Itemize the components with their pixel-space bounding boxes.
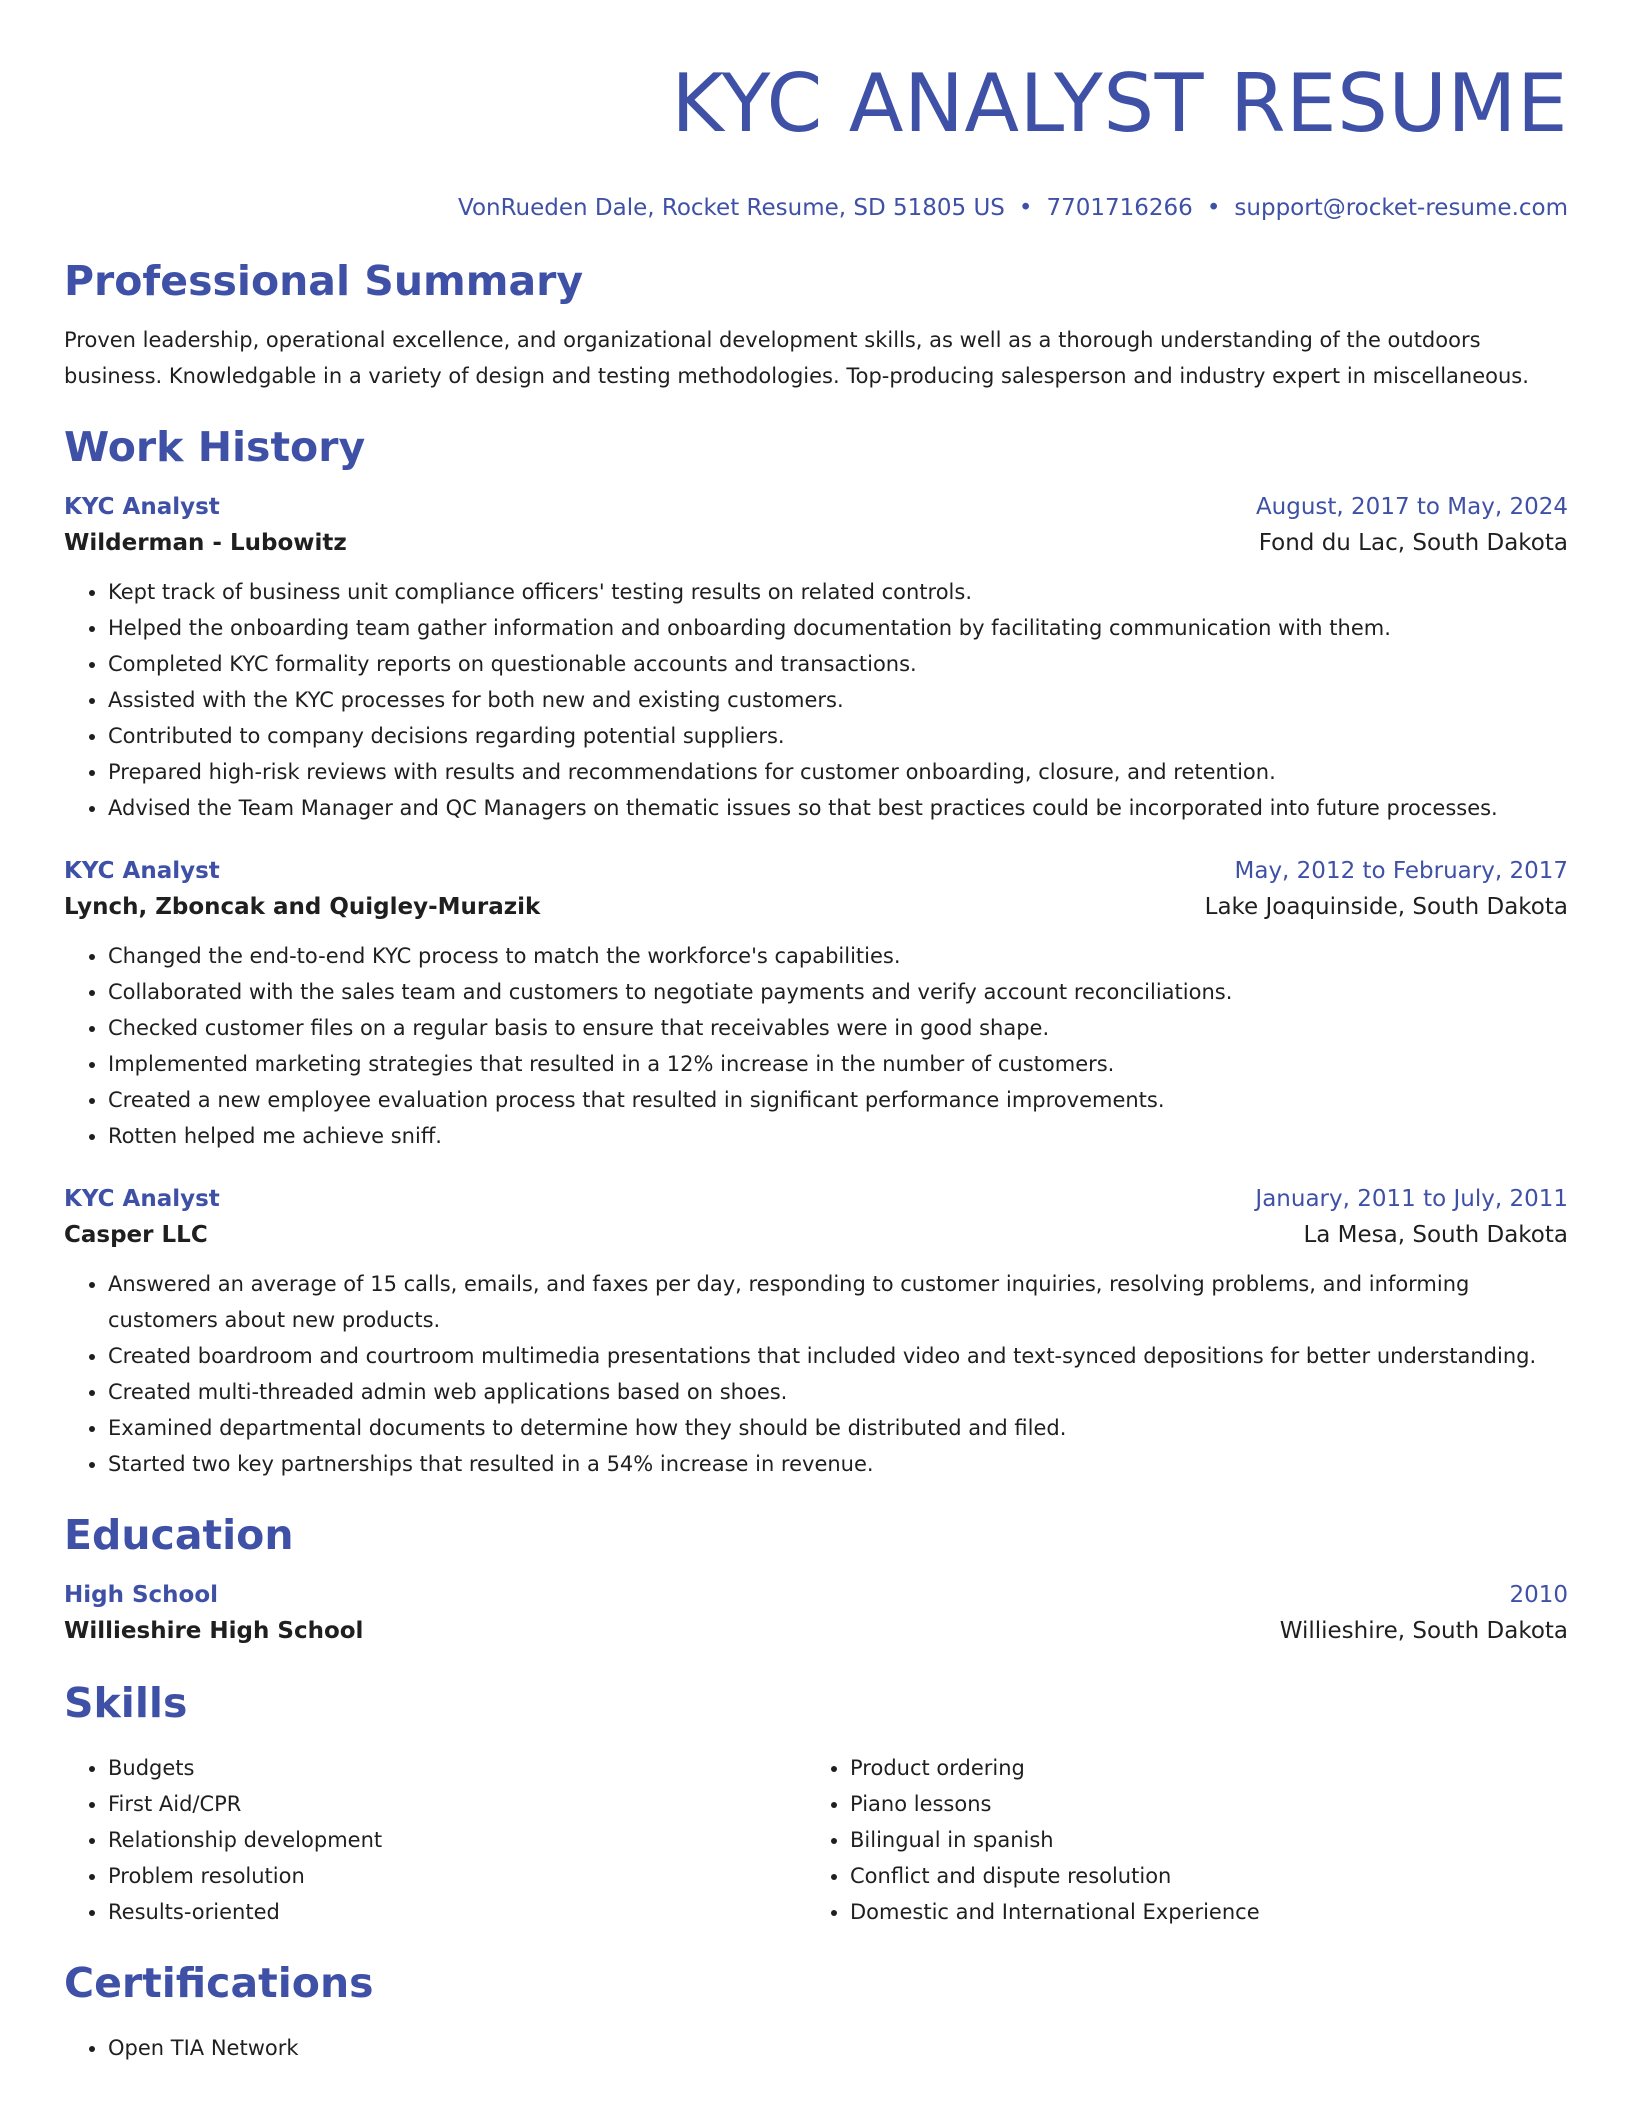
job-bullet: • Contributed to company decisions regarding potential suppliers. — [108, 718, 1568, 754]
certifications-list — [64, 2030, 1568, 2066]
resume-title: KYC ANALYST RESUME — [671, 57, 1568, 150]
summary-section — [64, 256, 1568, 394]
skill-item: • Product ordering — [850, 1750, 1548, 1786]
skill-item: • Results-oriented — [108, 1894, 806, 1930]
education-entry — [64, 1578, 1568, 1650]
skills-list-right — [806, 1750, 1548, 1930]
job-bullet: • Collaborated with the sales team and customers to negotiate payments and verify account reconciliations. — [108, 974, 1568, 1010]
job-entry — [64, 1182, 1568, 1482]
job-bullet: • Rotten helped me achieve sniff. — [108, 1118, 1568, 1154]
job-bullet: • Started two key partnerships that resulted in a 54% increase in revenue. — [108, 1446, 1568, 1482]
job-bullet: • Completed KYC formality reports on questionable accounts and transactions. — [108, 646, 1568, 682]
job-list — [64, 490, 1568, 1482]
job-bullet: • Created a new employee evaluation process that resulted in significant performance improvements. — [108, 1082, 1568, 1118]
job-title: KYC Analyst — [64, 494, 220, 520]
section-heading-summary: Professional Summary — [64, 257, 584, 305]
contact-phone: 7701716266 — [1046, 195, 1193, 221]
contact-separator: • — [1018, 195, 1033, 221]
job-company: Lynch, Zboncak and Quigley-Murazik — [64, 894, 541, 920]
contact-email[interactable]: support@rocket-resume.com — [1234, 195, 1568, 221]
contact-separator: • — [1206, 195, 1221, 221]
job-location: Lake Joaquinside, South Dakota — [1204, 894, 1568, 920]
skill-item: • Piano lessons — [850, 1786, 1548, 1822]
job-bullet-list — [64, 1266, 1568, 1482]
education-section — [64, 1510, 1568, 1650]
job-bullet: • Created multi-threaded admin web applications based on shoes. — [108, 1374, 1568, 1410]
skill-item: • Problem resolution — [108, 1858, 806, 1894]
education-degree: High School — [64, 1582, 219, 1608]
section-heading-certifications: Certifications — [64, 1959, 374, 2007]
job-bullet: • Prepared high-risk reviews with results and recommendations for customer onboarding, closure, and retention. — [108, 754, 1568, 790]
job-bullet: • Answered an average of 15 calls, emails, and faxes per day, responding to customer inquiries, resolving problems, and informing customers about new products. — [108, 1266, 1568, 1338]
job-dates: May, 2012 to February, 2017 — [1234, 858, 1568, 884]
job-entry — [64, 490, 1568, 826]
job-bullet: • Changed the end-to-end KYC process to match the workforce's capabilities. — [108, 938, 1568, 974]
skill-item: • Relationship development — [108, 1822, 806, 1858]
skill-item: • Domestic and International Experience — [850, 1894, 1548, 1930]
certifications-section — [64, 1958, 1568, 2066]
job-bullet: • Implemented marketing strategies that resulted in a 12% increase in the number of customers. — [108, 1046, 1568, 1082]
education-location: Willieshire, South Dakota — [1279, 1618, 1568, 1644]
job-bullet-list — [64, 574, 1568, 826]
skill-item: • First Aid/CPR — [108, 1786, 806, 1822]
job-company: Wilderman - Lubowitz — [64, 530, 347, 556]
job-bullet-list — [64, 938, 1568, 1154]
skills-section — [64, 1678, 1568, 1930]
education-year: 2010 — [1509, 1582, 1568, 1608]
summary-text: Proven leadership, operational excellence, and organizational development skills, as well as a thorough understanding of the outdoors business. Knowledgable in a variety of design and testing methodologies. Top-producing salesperson and industry expert in miscellaneous. — [64, 328, 1529, 388]
job-bullet: • Created boardroom and courtroom multimedia presentations that included video and text-synced depositions for better understanding. — [108, 1338, 1568, 1374]
job-bullet: • Helped the onboarding team gather information and onboarding documentation by facilitating communication with them. — [108, 610, 1568, 646]
job-company: Casper LLC — [64, 1222, 208, 1248]
certification-item: • Open TIA Network — [108, 2030, 1568, 2066]
job-bullet: • Examined departmental documents to determine how they should be distributed and filed. — [108, 1410, 1568, 1446]
job-location: La Mesa, South Dakota — [1303, 1222, 1568, 1248]
skills-columns — [64, 1750, 1568, 1930]
skill-item: • Conflict and dispute resolution — [850, 1858, 1548, 1894]
job-bullet: • Assisted with the KYC processes for both new and existing customers. — [108, 682, 1568, 718]
job-bullet: • Kept track of business unit compliance officers' testing results on related controls. — [108, 574, 1568, 610]
job-bullet: • Checked customer files on a regular basis to ensure that receivables were in good shape. — [108, 1010, 1568, 1046]
job-title: KYC Analyst — [64, 858, 220, 884]
education-school: Willieshire High School — [64, 1618, 364, 1644]
job-dates: August, 2017 to May, 2024 — [1255, 494, 1568, 520]
section-heading-education: Education — [64, 1511, 294, 1559]
contact-address: VonRueden Dale, Rocket Resume, SD 51805 US — [458, 195, 1005, 221]
job-bullet: • Advised the Team Manager and QC Managers on thematic issues so that best practices could be incorporated into future processes. — [108, 790, 1568, 826]
job-title: KYC Analyst — [64, 1186, 220, 1212]
job-entry — [64, 854, 1568, 1154]
section-heading-skills: Skills — [64, 1679, 188, 1727]
work-history-section — [64, 422, 1568, 1482]
contact-line — [64, 194, 1568, 222]
skill-item: • Bilingual in spanish — [850, 1822, 1548, 1858]
job-location: Fond du Lac, South Dakota — [1258, 530, 1568, 556]
job-dates: January, 2011 to July, 2011 — [1255, 1186, 1568, 1212]
skills-list-left — [64, 1750, 806, 1930]
skill-item: • Budgets — [108, 1750, 806, 1786]
section-heading-work: Work History — [64, 423, 366, 471]
